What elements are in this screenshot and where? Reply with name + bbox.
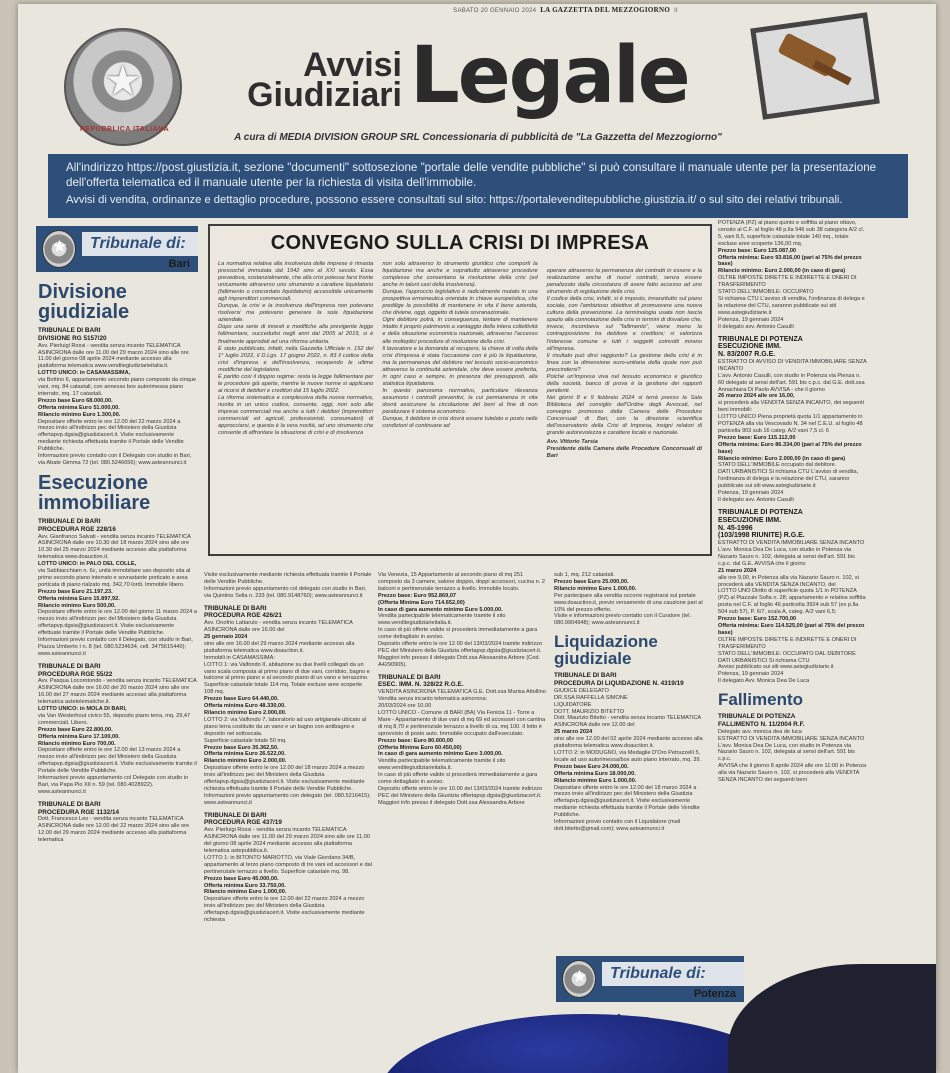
notice-date: 25 gennaio 2024: [204, 634, 248, 641]
page-folio: SABATO 20 GENNAIO 2024 LA GAZZETTA DEL MEZZOGIORNO II: [453, 6, 678, 14]
notice-text: GIUDICE DELEGATO DR.SSA RAFFELLA SIMONE LIQUIDATORE DOTT. MAURIZIO BITETTO Dott. Maurizio Bitetto - vendita senza incanto TELEMATICA ASINCRONA dalle ore 12.00 del: [554, 687, 701, 729]
notice-text: Depositare offerte entro le ore 12.00 del giorno 11 marzo 2024 a mezzo invio all'indirizzo pec del Ministero della Giustizia offertapvp.dgsia@giustiziacert.it. Visite esclusivamente effettuate tramite il Portale delle Vendite Pubbliche. Informazioni previo contatto con il Delegato, con studio in Bari, Piazza Umberto I n. 8 (tel. 080.5234634, cell. 3475615440); www.asteannunci.it: [38, 609, 198, 657]
convegno-article: [208, 224, 712, 556]
notice-date: 26 marzo 2024 alle ore 16,00,: [718, 393, 795, 400]
section-esecuzione-immobiliare: Esecuzione immobiliare: [38, 471, 151, 514]
notice-heading: TRIBUNALE DI BARI PROCEDURA RGE 228/16: [38, 517, 116, 533]
tribunale-city: Potenza: [693, 988, 736, 1000]
notice-prices: Prezzo base Euro 45.000,00. Offerta minima Euro 33.750,00. Rilancio minimo Euro 1.000,00.: [204, 875, 287, 896]
notice-text: Avv. Pasqua Locorotondo - vendita senza incanto TELEMATICA ASINCRONA dalle ore 16.00 del 20 marzo 2024 sino alle ore 16.00 del 27 marzo 2024 mediante accesso alla piattaforma telematica astetelematiche.it.: [38, 678, 197, 706]
republic-seal-icon: [64, 28, 182, 146]
notice-lot: LOTTO UNICO: in MOLA DI BARI,: [38, 706, 127, 713]
notice-heading: TRIBUNALE DI POTENZA ESECUZIONE IMM. N. 83/2007 R.G.E.: [718, 335, 803, 359]
notice-text: Vendita partecipabile telematicamente tramite il sito www.venditegiudiziarieitalia.it. In caso di più offerte valide si procederà immediatamente a gara come dettagliato in avviso. Deposito offerte entro le ore 12.00 del 13/03/2024 tramite indirizzo PEC del Ministero della Giustizia offertapvp.dgsia@giustiziacert.it. Maggiori info presso il delegato Dott.ssa Alessandra Arbore (Cod. A4290905).: [378, 613, 543, 668]
star-icon: ★: [104, 57, 142, 104]
notice-text: Vendita partecipabile telematicamente tramite il sito www.venditegiudiziarieitalia.it. In caso di più offerte valide si procederà immediatamente a gara come dettagliato in avviso. Deposito offerte entro le ore 10.00 del 13/03/2024 tramite indirizzo PEC del Ministero della Giustizia offertapvp.dgsia@giustiziacert.it. Maggiori info presso il delegato Dott.ssa Alessandra Arbore: [378, 758, 543, 806]
notice-text: Visite esclusivamente mediante richiesta effettuata tramite il Portale delle Vendite Pubbliche. Informazioni previo appuntamento col delegato con studio in Bari, via Quintino Sella n. 233 (tel. 080.9148760); www.asteannunci.it: [204, 572, 372, 599]
notice-text: Avv. Gianfranco Salvati - vendita senza incanto TELEMATICA ASINCRONA dalle ore 10.30 del 18 marzo 2024 sino alle ore 10.30 del 25 marzo 2024 mediante accesso alla piattaforma telematica www.doauction.it.: [38, 533, 191, 561]
notice-text: Avv. Onofrio Lattarulo - vendita senza incanto TELEMATICA ASINCRONA dalle ore 16.00 del: [204, 620, 353, 634]
notice-heading: TRIBUNALE DI BARI PROCEDURA RGE 437/19: [204, 811, 282, 827]
emblem-icon: [42, 230, 76, 268]
notice-text: LOTTO 2: via Valfondo 7, laboratorio ad uso artigianale ubicato al piano terra costituito da un vano e un bagno con antibagno e deposito nel sottoscala. Superficie catastale totale 50 mq.: [204, 716, 367, 744]
newspaper-page: [18, 4, 936, 1073]
tribunale-label: Tribunale di:: [602, 962, 744, 986]
notice-prices: Prezzo base Euro 35.362,50. Offerta minima Euro 26.522,00. Rilancio minimo Euro 2.000,00.: [204, 744, 287, 765]
masthead-avvisi: Avvisi: [303, 46, 402, 84]
notice-text: OLTRE IMPOSTE DIRETTE E INDIRETTE E ONERI DI TRASFERIMENTO STATO DELL'IMMOBILE: OCCUPATO Si richiama CTU L'avviso di vendita, l'ordinanza di delega e la relazione del CTU, saranno pubblicate sui siti www.astegiudiziarie.it Potenza, 19 gennaio 2024 Il delegato avv. Antonio Casulli: [718, 275, 865, 330]
notice-prices: Prezzo base: Euro 952.869,07 (Offerta Minima Euro 714.652,00) In caso di gara aumento minimo Euro 5.000,00.: [378, 592, 503, 613]
notice-prices: Prezzo base Euro 68.000,00. Offerta minima Euro 51.000,00. Rilancio minimo Euro 1.300,00.: [38, 397, 121, 418]
article-col-3-wrap: [547, 261, 702, 467]
article-columns: [218, 261, 702, 467]
column-2: [204, 572, 372, 1072]
seal-text: REPUBBLICA ITALIANA: [80, 126, 170, 133]
notice-prices: Prezzo base Euro 64.440,00. Offerta minima Euro 48.330,00. Rilancio minimo Euro 2.000,00.: [204, 696, 287, 716]
banner-line-1: All'indirizzo https://post.giustizia.it, sezione "documenti" sottosezione "portale delle vendite pubbliche" si può consultare il manuale utente per la presentazione dell'offerta telematica ed il manuale utente per la richiesta di visita dell'immobile.: [66, 161, 877, 189]
notice-text: si procederà alla VENDITA SENZA INCANTO, dei seguenti beni immobili: LOTTO UNICO Piena proprietà quota 1/1 appartamento in POTENZA alla via Vescovado N. 34 nel C.E.U. al foglio 48 particella 903 sub 16 categ. A/2 vani 7,5 cl. 6: [718, 400, 864, 434]
column-right: [718, 220, 868, 1010]
notice-text: VENDITA ASINCRONA TELEMATICA G.E. Dott.ssa Marisa Attollino Vendita senza incanto telematica asincrona: 20/03/2024 ore 10.00 LOTTO UNICO - Comune di BARI (BA) Via Fenicia 11 - Torre a Mare - Appartamento di due vani di mq 69 ed accessori con cantina di mq 8,70 e pertinenziale terrazzo a livello di ca. mq 100. Il lotto è sprovvisto di posto auto. Immobile occupato dall'esecutato.: [378, 689, 546, 737]
masthead-subtitle: [202, 46, 402, 114]
notice-lot: LOTTO UNICO: in CASAMASSIMA,: [38, 370, 131, 377]
tribunale-bari-box: [36, 226, 198, 272]
byline: A cura di MEDIA DIVISION GROUP SRL Concessionaria di pubblicità de "La Gazzetta del Mezzogiorno": [234, 132, 722, 143]
notice-text: Per partecipare alla vendita occorre registrarsi sul portale www.doauction.it, previo versamento di una cauzione pari al 10% del prezzo offerto. Visite e informazioni previo contatto con il Curatore (tel. 080.9904948); www.asteannunci.it: [554, 592, 703, 627]
article-signature: Avv. Vittorio Tarsia Presidente della Camera delle Procedure Concorsuali di Bari: [546, 439, 702, 460]
article-col-2: non solo attraverso lo strumento giuridico che comporti la liquidazione ma anche e soprattutto attraverso procedure complesse che consentano la risoluzione della crisi (ed anche in taluni casi della insolvenza). Dunque, l'approccio legislativo è radicalmente mutato in una prospettiva ermeneutica orientata in chiave europeistica, che predilige la possibilità di mantenere in vita il bene azienda, che diviene, oggi, oggetto di tutela sovranazionale. Ogni debitore potrà, in conseguenza, tentare di mantenere intatto il proprio patrimonio a vantaggio della intera collettività e della situazione economica nazionale, attraverso l'accesso alle molteplici procedure di risoluzione della crisi. Il lavoratore e la domanda al recupero, la chiave di volta della crisi d'impresa è stata l'occasione con è più la liquidazione, ma la permanenza del debitore nel tessuto socio-economico attraverso la continuità aziendale, che deve essere preferita, in ogni caso e sempre, in presenza dei presupposti, alla statistica liquidatoria. In questo panorama normativo, particolare rilevanza assumono i controlli preventivi, la cui permanenza in vita dovrà assicurare la circolazione del beni al fine di non paralizzare il sistema economico. Dunque, il debitore in crisi dovrà essere tutelato e posto nelle condizioni di continuare ad: [382, 261, 538, 430]
notice-prices: Prezzo base: Euro 152.700,00 Offerta minima: Euro 114.525,00 (pari al 75% del prezzo base): [718, 616, 865, 636]
notice-prices: Prezzo base: Euro 80.600,00 (Offerta Minima Euro 60.450,00) In caso di gara aumento minimo Euro 3.000,00.: [378, 737, 503, 758]
info-banner: [48, 154, 908, 218]
notice-prices: Prezzo base Euro 24.000,00. Offerta minima Euro 18.000,00. Rilancio minimo Euro 1.000,00.: [554, 763, 637, 784]
notice-heading: TRIBUNALE DI BARI PROCEDURA DI LIQUIDAZIONE N. 4319/19: [554, 672, 684, 688]
column-1: [38, 276, 198, 1073]
article-title: CONVEGNO SULLA CRISI DI IMPRESA: [270, 232, 650, 254]
notice-heading: TRIBUNALE DI POTENZA FALLIMENTO N. 11/2004 R.F.: [718, 713, 805, 728]
notice-prices: Prezzo base Euro 21.197,23. Offerta minima Euro 15.897,92. Rilancio minimo Euro 500,00.: [38, 588, 120, 609]
notice-text: Avv. Pierluigi Rossi - vendita senza incanto TELEMATICA ASINCRONA dalle ore 11.00 del 29 marzo 2024 sino alle ore 11.00 del giorno 08 aprile 2024 mediante accesso alla piattaforma telematica astepubblica.it. LOTTO 1: in BITONTO MARIOTTO, via Viale Giordano 34/B, appartamento al terzo piano composto di tre vani ed accessori e dal pertinenziale terrazzo a livello. Superficie catastale mq. 98.: [204, 827, 372, 875]
article-col-1: La normativa relativa alla insolvenza delle imprese è rimasta pressoché immutata dal 1942 sino al XXI secolo. Essa prevedeva, sostanzialmente, che alla crisi potesse farsi fronte unicamente attraverso uno strumento a carattere liquidatorio (fallimento o concordato liquidatorio) accessibile unicamente agli imprenditori commerciali. Dunque, la crisi e la insolvenza dell'impresa non potevano risolversi ma potevano generare la sola liquidazione aziendale. Dopo una serie di innesti e modifiche alla previgente legge fallimentare, succedutisi negli anni dal 2005 al 2019, si è finalmente approdati ad una riforma unitaria. È stato pubblicato, infatti, nella Gazzetta Ufficiale n. 152 del 1° luglio 2022, il D.Lgs. 17 giugno 2022, n. 83 il codice della crisi d'impresa e dell'insolvenza, recependo le ultime modifiche del legislatore. È partito così il doppio regime: resta la legge fallimentare per le procedure già aperte, mentre le nuove norme si applicano ai ricorsi di debitori e creditori dal 15 luglio 2022. La riforma sistematica e complessiva della nuova normativa, riunita in un unico codice, consente, oggi, non solo alle imprese commerciali ma anche a tutti i debitori (imprenditori commerciali ed agricoli, professionisti, consumatori) di approcciarsi, e questa è la vera novità, ad uno strumento che consente di affrontare la situazione di crisi e di insolvenza: [218, 261, 374, 437]
notice-heading: TRIBUNALE DI POTENZA ESECUZIONE IMM. N. 45-1996 (103/1998 RIUNITE) R.G.E.: [718, 508, 805, 540]
notice-date: 21 marzo 2024: [718, 567, 757, 574]
notice-text: alle ore 9,00, in Potenza alla via Nazario Sauro n. 102, si procederà alla VENDITA SENZA INCANTO, del LOTTO UNO Diritto di superficie quota 1/1 in POTENZA (PZ) al Piazzale Sofia n. 28; appartamento e relativa soffitta posta nel C.F. al foglio 46 particella 3924 sub 57 (ex p.lla 504 sub 57), P. 6/7, scala A, categ. A/2 vani 6,5;: [718, 574, 866, 616]
notice-heading: TRIBUNALE DI BARI ESEC. IMM. N. 328/22 R.G.E.: [378, 673, 464, 689]
notice-text: Depositare offerte entro le ore 12.00 del 18 marzo 2024 a mezzo invio all'indirizzo pec del Ministero della Giustizia offertapvp.dgsia@giustiziacert.it. Visite esclusivamente mediante richiesta effettuata tramite il Portale delle Vendite Pubbliche. Informazioni previo appuntamento con delegato (tel. 080.5216415); www.asteannunci.it: [204, 765, 371, 806]
notice-text: STATO DELL'IMMOBILE occupato dal debitore. DATI URBANISTICI Si richiama CTU L'avviso di vendita, l'ordinanza di delega e la relazione del CTU, saranno pubblicate sui siti www.astegiudiziarie.it Potenza, 19 gennaio 2024 Il delegato avv. Antonio Casulli: [718, 462, 859, 504]
notice-text: Depositare offerte entro le ore 12.00 del 22 marzo 2024 a mezzo invio all'indirizzo pec del Ministero della Giustizia offertapvp.dgsia@giustiziacert.it. Visite esclusivamente mediante richiesta: [204, 896, 365, 924]
notice-lot: LOTTO UNICO: in PALO DEL COLLE,: [38, 561, 137, 568]
tribunale-city: Bari: [168, 258, 190, 270]
notice-heading: TRIBUNALE DI BARI PROCEDURA RGE 55/22: [38, 662, 113, 678]
notice-prices: Prezzo base Euro 22.800,00. Offerta minima Euro 17.100,00. Rilancio minimo Euro 700,00.: [38, 726, 120, 747]
column-4: [554, 572, 712, 956]
section-liquidazione-giudiziale: Liquidazione giudiziale: [554, 632, 658, 669]
notice-text: Avv. Pierluigi Rossi - vendita senza incanto TELEMATICA ASINCRONA dalle ore 11.00 del 29 marzo 2024 sino alle ore 11.00 del giorno 08 aprile 2024 mediante accesso alla piattaforma telematica www.venditegiudiziarieitalia.it.: [38, 342, 189, 370]
folio-brand: LA GAZZETTA DEL MEZZOGIORNO: [540, 6, 671, 14]
section-fallimento: Fallimento: [718, 690, 804, 710]
notice-prices: Prezzo base Euro 25.000,00. Rilancio minimo Euro 1.000,00.: [554, 578, 637, 592]
notice-text: via Bottino 6, appartamento secondo piano composto da cinque vani, mq. 84 catastali, con annesso box autorimessa piano interrato, mq. 17 catastali.: [38, 377, 196, 397]
tribunale-potenza-box: [556, 956, 744, 1002]
notice-heading: TRIBUNALE DI BARI PROCEDURA RGE 426/21: [204, 604, 282, 620]
notice-text: sino alle ore 16.00 del 29 marzo 2024 mediante accesso alla piattaforma telematica www.doauction.it. Immobili in CASAMASSIMA: LOTTO 1: via Valfondo II, abitazione su due livelli collegati da un vano scala composta al primo piano di due vani, corridoio, bagno e balcone al primo piano e al secondo piano di un vano e terrazzino. Superficie catastale totale 114 mq. Totale escluse aree scoperte 108 mq.: [204, 640, 370, 696]
notice-text: Via Venezia, 15 Appartamento al secondo piano di mq 251 composto da 3 camere, salone doppio, doppi accessori, cucina n. 2 balconi e pertinenziale terrazzo a livello. Immobile locato.: [378, 572, 545, 592]
notice-text: Dott. Francesco Leo - vendita senza incanto TELEMATICA ASINCRONA dalle ore 12.00 del 22 marzo 2024 sino alle ore 12.00 del 29 marzo 2024 mediante accesso alla piattaforma telematica: [38, 816, 190, 844]
section-divisione-giudiziale: Divisione giudiziale: [38, 281, 130, 323]
notice-text: sub 1, mq. 212 catastali.: [554, 572, 615, 578]
notice-text: via Van Westerhout civico 55, deposito piano terra, mq. 29,47 commerciali. Libero.: [38, 712, 191, 726]
notice-text: OLTRE IMPOSTE DIRETTE E INDIRETTE E ONERI DI TRASFERIMENTO STATO DELL'IMMOBILE: OCCUPATO DAL DEBITORE DATI URBANISTICI Si richiama CTU Avviso pubblicato sui siti www.astegiudiziarie.it Potenza, 19 gennaio 2024 Il delegato Avv. Monica Dea De Luca: [718, 636, 857, 685]
notice-text: ESTRATTO DI VENDITA IMMOBILIARE SENZA INCANTO L'avv. Monica Dea De Luca, con studio in Potenza via Nazario Sauro n. 102, delegata ai sensi dell'art. 591 bis c.p.c. dal G.E. AVVISA che il giorno: [718, 540, 865, 567]
notice-text: sino alle ore 12.00 del 02 aprile 2024 mediante accesso alla piattaforma telematica www.doauction.it. LOTTO 2: in MODUGNO, via Medaglie D'Oro Petruzzelli 5, locale ad uso autorimessa/box auto piano interrato, mq. 39.: [554, 736, 703, 763]
notice-text: Depositare offerte entro le ore 12.00 del 22 marzo 2024 a mezzo invio all'indirizzo pec del Ministero della Giustizia offertapvp.dgsia@giustiziacert.it. Visite esclusivamente mediante richiesta effettuata tramite il Portale delle Vendite Pubbliche. Informazioni previo contatto con il Delegato con studio in Bari, via Abate Gimma 72 (tel. 080.5246656); www.asteannunci.it: [38, 418, 192, 466]
notice-text: Delegato avv. monica dea de luca ESTRATTO DI VENDITA IMMOBILIARE SENZA INCANTO L'avv. Monica Dea De Luca, con studio in Potenza via Nazario Sauro n. 102, delegata ai sensi dell'art. 591 bis c.p.c. AVVISA che il giorno 8 aprile 2024 alle ore 11:00 in Potenza alla via Nazario Sauro n. 102, si procederà alla VENDITA SENZA INCANTO dei seguenti beni: [718, 728, 867, 784]
masthead-giudiziari: Giudiziari: [247, 76, 402, 114]
notice-text: ESTRATTO DI AVVISO DI VENDITA IMMOBILIARE SENZA INCANTO L'avv. Antonio Casulli, con studio in Potenza via Pienza n. 60 delegato al sensi dell'art. 591 bis c.p.c. dal G.E. dott.ssa Annachiara Di Paolo AVVISA - che il giorno: [718, 358, 867, 393]
notice-text: via Sabbiacchiam n. 6c, unità immobiliare uso deposito sita al primo secondo piano interrato e sovrastante porticato e area porticata di piano rialzato mq. 342,70 lordi. Immobile libero.: [38, 568, 191, 588]
banner-line-2: Avvisi di vendita, ordinanze e dettaglio procedure, possono essere consultati sul sito: https://portalevenditepubbliche.giustizia.it/ o sul sito dei relativi tribunali.: [66, 194, 843, 206]
notice-text: Depositare offerte entro le ore 12.00 del 18 marzo 2024 a mezzo invio all'indirizzo pec del Ministero della Giustizia offertapvp.dgsia@giustiziacert.it. Visite esclusivamente mediante richiesta effettuata tramite il Portale delle Vendite Pubbliche. Informazioni previo contatto con il Liquidatore (mail dott.bitetto@gmail.com); www.asteannunci.it: [554, 784, 700, 832]
notice-heading: TRIBUNALE DI BARI DIVISIONE RG 5157/20: [38, 327, 107, 342]
masthead-title: Legale: [410, 31, 689, 121]
notice-text: Depositare offerte entro le ore 12.00 del 13 marzo 2024 a mezzo invio all'indirizzo pec del Ministero della Giustizia offertapvp.dgsia@giustiziacert.it. Visite esclusivamente tramite il Portale delle Vendite Pubbliche. Informazioni previo appuntamento col Delegato con studio in Bari, via Papa Pio XII n. 59 (tel. 080.4028922). www.asteannunci.it: [38, 747, 197, 795]
notice-prices: Prezzo base: Euro 125.087,00 Offerta minima: Euro 93.816,00 (pari al 75% del prezzo base) Rilancio minimo: Euro 2.000,00 (in caso di gara): [718, 247, 862, 275]
notice-date: 25 marzo 2024: [554, 729, 593, 736]
notice-text: POTENZA (PZ) al piano quinto e soffitta al piano ottavo, censito al C.F. al foglio 48 p.lla 946 sub 38 categoria A/2 cl. 5, vani 8,5, superficie catastale totale 140 mq., totale escluse aree scoperte 136,00 mq.: [718, 220, 865, 247]
notice-heading: TRIBUNALE DI BARI PROCEDURA RGE 1132/14: [38, 800, 120, 816]
emblem-icon: [562, 960, 596, 998]
column-3: [378, 572, 548, 1012]
article-col-3: operare attraverso la permanenza dei contratti in essere e la realizzazione anche di nuovi contratti, senza essere penalizzato dalla circostanza di avere fatto accesso ad uno strumento di regolazione della crisi. Il codice della crisi, infatti, si è imposto, innanzitutto sul piano sociale, con l'ambizioso obiettivo di promuovere una nuova cultura della prevenzione. La terminologia usata non lascia spazio alla connotazione della crisi in termini di disvalore che, invece, incombeva sul "fallimento", viene meno la contrapposizione tra debitore e creditore; si valorizza l'interesse comune e tutti i soggetti coinvolti mirano all'impresa. Il risultato può dirsi raggiunto? La gestione della crisi è in linea con la dimensione euro-unitaria della quale non può prescindersi? Poiché un'impresa viva nel tessuto economico e giuridico della società, banco di prova è la gestione dei rapporti pendenti. Nei giorni 8 e 9 febbraio 2024 si terrà presso la Sala Biblioteca del consiglio dell'Ordine degli Avvocati, nel convegno promosso dalla Camera delle Procedure Concorsuali di Bari, con la direzione scientifica dell'osservatorio della Crisi di Impresa, insigni relatori di grande autorevolezza e carattere locale e nazionale.: [546, 268, 702, 437]
notice-prices: Prezzo base: Euro 115.112,00 Offerta minima: Euro 86.334,00 (pari al 75% del prezzo base) Rilancio minimo: Euro 2.000,00 (in caso di gara): [718, 434, 862, 462]
tribunale-label: Tribunale di:: [82, 232, 198, 256]
gavel-monitor-icon: [750, 12, 880, 120]
